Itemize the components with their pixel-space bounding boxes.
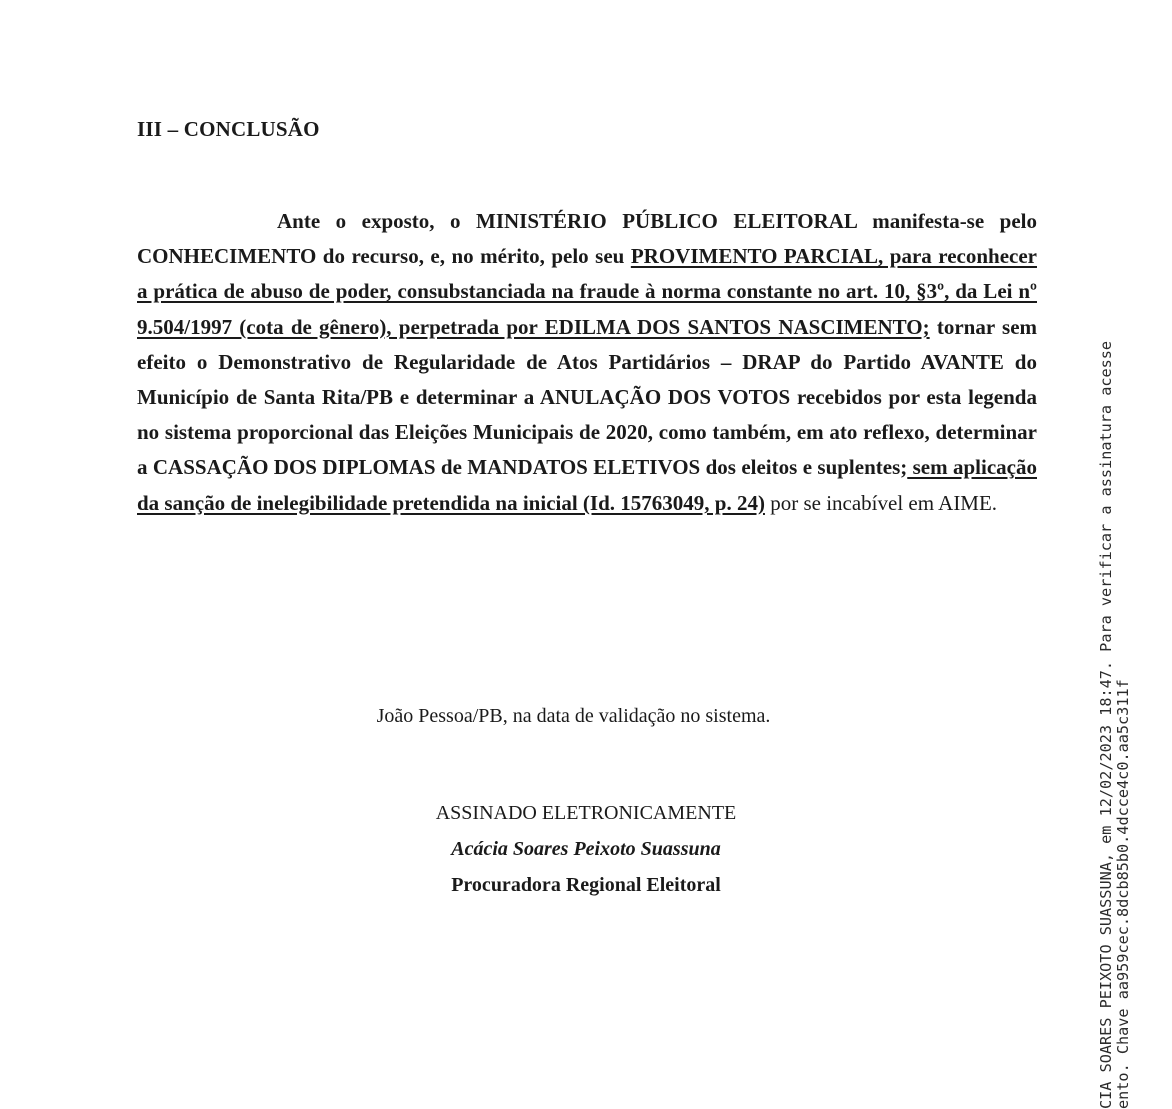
place-and-date — [0, 705, 1125, 728]
signature-status: ASSINADO ELETRONICAMENTE — [435, 802, 737, 824]
signer-role: Procuradora Regional Eleitoral — [451, 874, 721, 896]
stamp-line-2: ento. Chave aa959cec.8dcb85b0.4dcce4c0.aa5c311f — [1114, 679, 1132, 1109]
conclusion-paragraph — [137, 204, 1037, 521]
place-and-date-text: João Pessoa/PB, na data de validação no sistema. — [376, 705, 771, 727]
signer-name: Acácia Soares Peixoto Suassuna — [451, 838, 721, 860]
paragraph-underlined-exception: sem aplicação da sanção de inelegibilidade pretendida na inicial (Id. 15763049, p. 24) — [137, 455, 1037, 515]
paragraph-closing-text: por se incabível em AIME. — [764, 490, 998, 515]
signature-block — [0, 795, 1172, 903]
stamp-line-1: CIA SOARES PEIXOTO SUASSUNA, em 12/02/2023 18:47. Para verificar a assinatura acesse — [1097, 340, 1115, 1109]
paragraph-opening-text: Ante o exposto, o MINISTÉRIO PÚBLICO ELEITORAL manifesta-se pelo CONHECIMENTO do recurso, e, no mérito, pelo seu — [137, 209, 1037, 269]
paragraph-underlined-request: PROVIMENTO PARCIAL, para reconhecer a prática de abuso de poder, consubstanciada na fraude à norma constante no art. 10, §3º, da Lei nº 9.504/1997 (cota de gênero), perpetrada por EDILMA DOS SANTOS NASCIMENTO; — [137, 244, 1037, 339]
signature-verification-stamp — [1098, 341, 1132, 1109]
section-heading: III – CONCLUSÃO — [137, 117, 320, 141]
paragraph-determinations-text: tornar sem efeito o Demonstrativo de Regularidade de Atos Partidários – DRAP do Partido AVANTE do Município de Santa Rita/PB e determinar a ANULAÇÃO DOS VOTOS recebidos por esta legenda no sistema proporcional das Eleições Municipais de 2020, como também, em ato reflexo, determinar a CASSAÇÃO DOS DIPLOMAS de MANDATOS ELETIVOS dos eleitos e suplentes; — [137, 314, 1038, 480]
